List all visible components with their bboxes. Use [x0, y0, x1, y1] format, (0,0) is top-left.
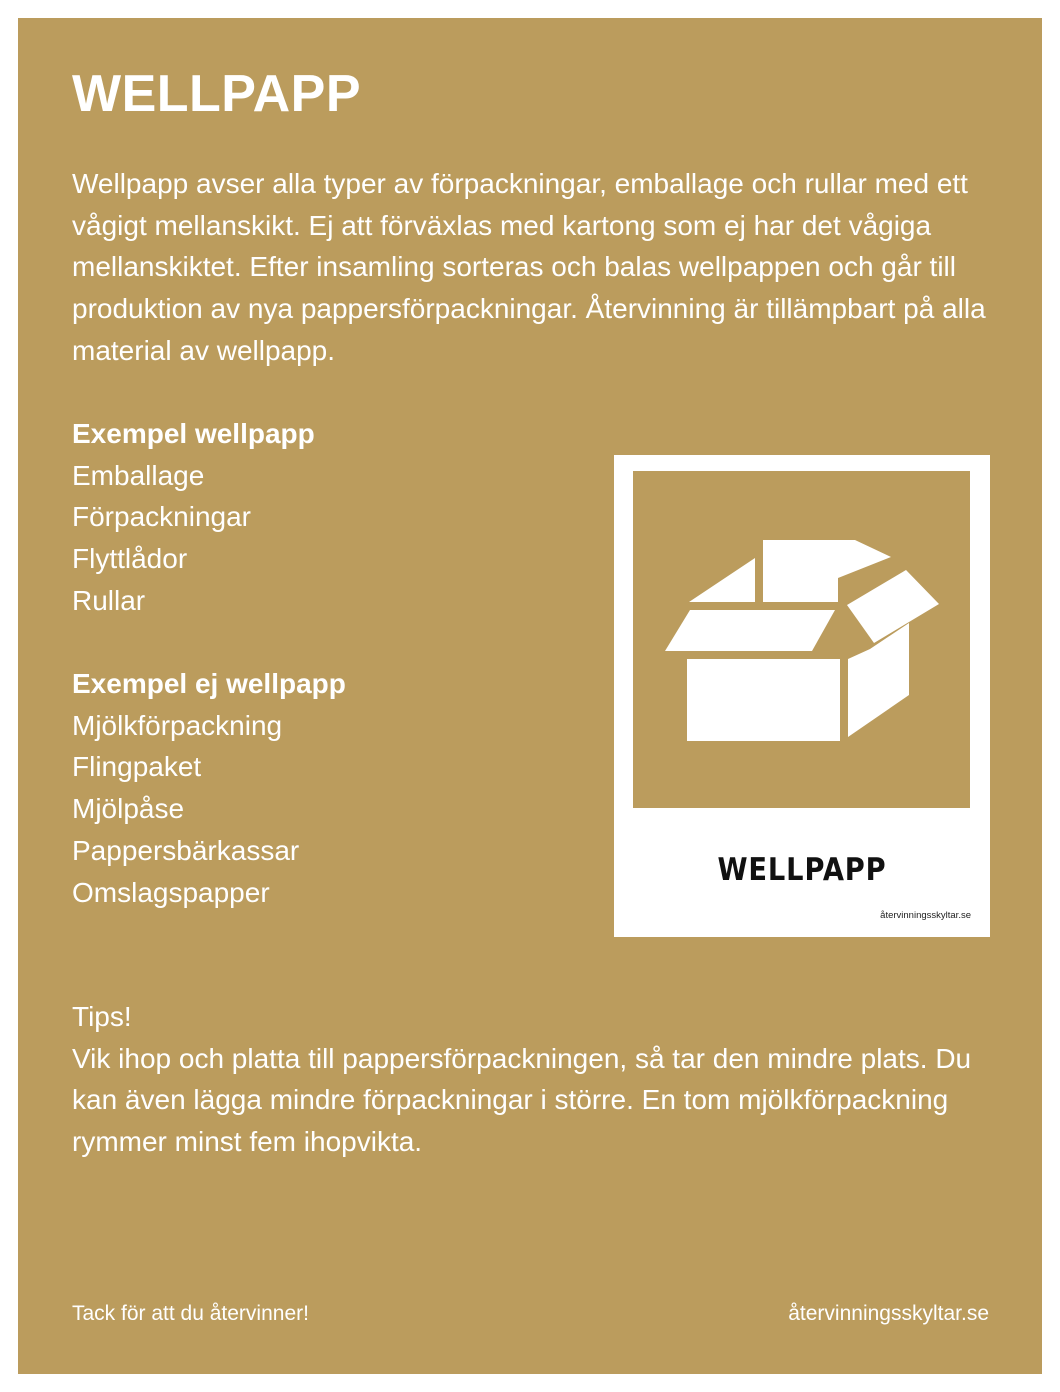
examples-heading: Exempel wellpapp: [72, 418, 315, 449]
intro-text: Wellpapp avser alla typer av förpackningar, emballage och rullar med ett vågigt mellanskikt. Ej att förväxlas med kartong som ej har det vågiga mellanskiktet. Efter insamling sorteras och balas wellpappen och går till produktion av nya pappersförpackningar. Återvinning är tillämpbart på alla material av wellpapp.: [72, 168, 986, 366]
open-box-icon: [633, 471, 970, 808]
non-examples-section: [72, 663, 346, 913]
footer-website: återvinningsskyltar.se: [788, 1302, 989, 1325]
list-item: Förpackningar: [72, 501, 251, 533]
list-item: Pappersbärkassar: [72, 834, 300, 866]
list-item: Mjölpåse: [72, 793, 185, 825]
examples-list: [72, 455, 315, 622]
examples-section: [72, 413, 315, 622]
sign-icon-panel: [633, 471, 970, 808]
sign-title: WELLPAPP: [717, 852, 887, 888]
non-examples-heading: Exempel ej wellpapp: [72, 668, 346, 699]
list-item: Flingpaket: [72, 751, 202, 783]
list-item: Omslagspapper: [72, 876, 270, 908]
sign-url: återvinningsskyltar.se: [880, 910, 971, 921]
list-item: Emballage: [72, 459, 205, 491]
page-title: WELLPAPP: [72, 65, 362, 123]
tips-text: Vik ihop och platta till pappersförpackningen, så tar den mindre plats. Du kan även lägga mindre förpackningar i större. En tom mjölkförpackning rymmer minst fem ihopvikta.: [72, 1042, 972, 1158]
tips-heading: Tips!: [72, 1001, 132, 1032]
list-item: Rullar: [72, 584, 146, 616]
list-item: Mjölkförpackning: [72, 709, 283, 741]
non-examples-list: [72, 705, 346, 914]
list-item: Flyttlådor: [72, 543, 188, 575]
recycling-sign: [614, 455, 990, 937]
tips-section: [72, 996, 1012, 1163]
footer-thanks: Tack för att du återvinner!: [72, 1302, 309, 1325]
